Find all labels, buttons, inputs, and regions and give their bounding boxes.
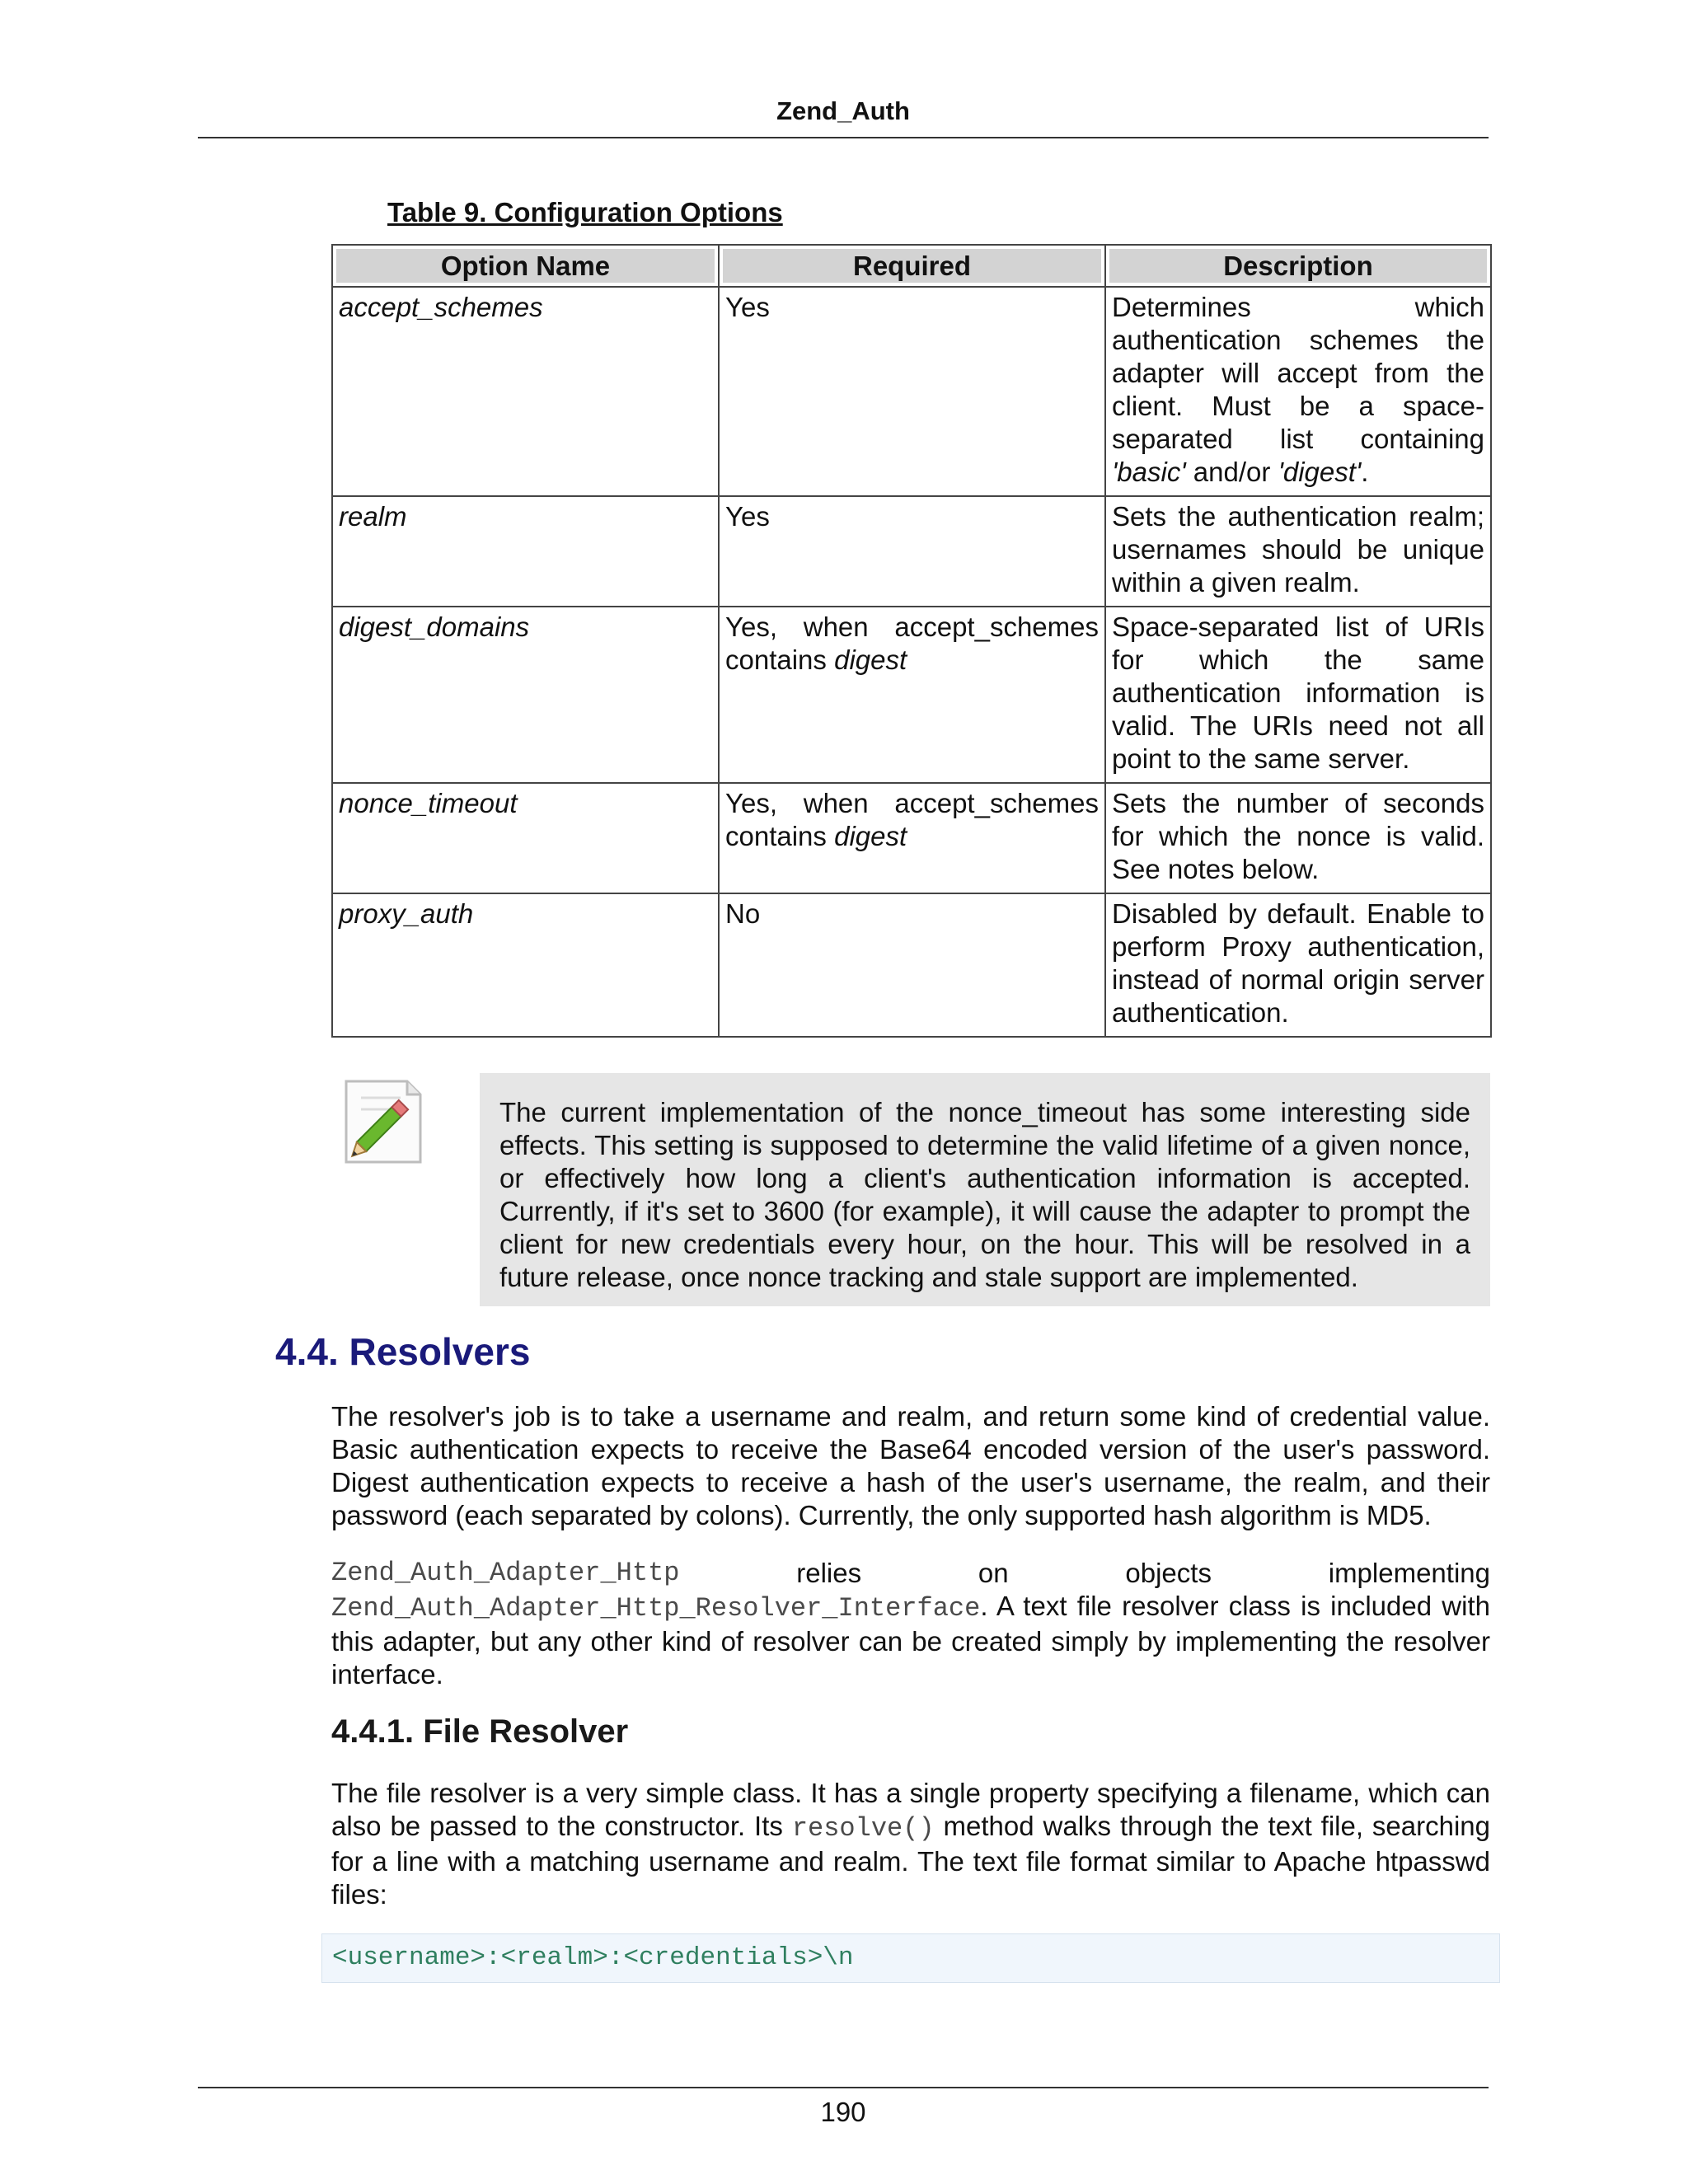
paragraph-word: relies xyxy=(796,1558,862,1588)
required-cell xyxy=(719,893,1105,1037)
inline-code: resolve() xyxy=(791,1813,935,1844)
description-text: Space-separated list of URIs for which the same authentication information is valid. The URIs need not all point to the same server. xyxy=(1112,612,1484,774)
description-text: Disabled by default. Enable to perform Proxy authentication, instead of normal origin server authentication. xyxy=(1112,898,1484,1028)
subsection-title: 4.4.1. File Resolver xyxy=(331,1713,629,1750)
required-cell xyxy=(719,607,1105,783)
table-row xyxy=(332,607,1491,783)
column-header-label: Option Name xyxy=(336,249,715,283)
description-text: and/or xyxy=(1185,457,1278,487)
required-text: Yes xyxy=(725,292,770,322)
required-emphasis: digest xyxy=(834,821,907,851)
option-name-cell: digest_domains xyxy=(332,607,719,783)
description-cell xyxy=(1105,287,1491,496)
description-cell xyxy=(1105,783,1491,893)
resolvers-paragraph: The resolver's job is to take a username and realm, and return some kind of credential value. Basic authentication expects to receive the Base64 encoded version of the user's password. Digest authentication expects to receive a hash of the user's username, the realm, and their password (each separated by colons). Currently, the only supported hash algorithm is MD5. xyxy=(331,1401,1490,1530)
description-cell xyxy=(1105,893,1491,1037)
description-text: Sets the authentication realm; usernames should be unique within a given realm. xyxy=(1112,501,1484,598)
note-box: The current implementation of the nonce_timeout has some interesting side effects. This setting is supposed to determine the valid lifetime of a given nonce, or effectively how long a client's authentication information is accepted. Currently, if it's set to 3600 (for example), it will cause the adapter to prompt the client for new credentials every hour, on the hour. This will be resolved in a future release, once nonce tracking and stale support are implemented. xyxy=(480,1073,1490,1306)
description-cell xyxy=(1105,496,1491,607)
required-text: Yes xyxy=(725,501,770,532)
page-number: 190 xyxy=(820,2097,866,2127)
required-text: Yes, when accept_schemes contains xyxy=(725,612,1099,675)
description-emphasis: 'digest' xyxy=(1278,457,1362,487)
paragraph-word: implementing xyxy=(1328,1558,1490,1588)
code-block: <username>:<realm>:<credentials>\n xyxy=(321,1933,1500,1983)
required-cell xyxy=(719,783,1105,893)
paragraph-text: The file resolver is a very simple class. It has a single property specifying a filename, which can also be passed to the constructor. Its xyxy=(331,1778,1490,1841)
option-name-cell: nonce_timeout xyxy=(332,783,719,893)
required-cell xyxy=(719,496,1105,607)
option-name-cell: realm xyxy=(332,496,719,607)
required-text: Yes, when accept_schemes contains xyxy=(725,788,1099,851)
paragraph-text: . A text file resolver class is included with this adapter, but any other kind of resolver can be created simply by implementing the resolver interface. xyxy=(331,1591,1490,1690)
table-header-row xyxy=(332,245,1491,287)
column-header-label: Description xyxy=(1109,249,1487,283)
column-header-description xyxy=(1105,245,1491,287)
description-text: . xyxy=(1361,457,1369,487)
pencil-note-icon xyxy=(336,1076,429,1170)
option-name-cell: proxy_auth xyxy=(332,893,719,1037)
table-row xyxy=(332,783,1491,893)
description-text: Determines which authentication schemes the adapter will accept from the client. Must be a space-separated list containing xyxy=(1112,292,1484,454)
description-text: Sets the number of seconds for which the nonce is valid. See notes below. xyxy=(1112,788,1484,884)
paragraph-continuation xyxy=(331,1590,1490,1691)
justified-line xyxy=(331,1557,1490,1590)
table-row xyxy=(332,496,1491,607)
column-header-option-name xyxy=(332,245,719,287)
column-header-label: Required xyxy=(723,249,1101,283)
inline-code: Zend_Auth_Adapter_Http_Resolver_Interface xyxy=(331,1593,981,1624)
section-title: 4.4. Resolvers xyxy=(275,1330,531,1373)
option-name-cell: accept_schemes xyxy=(332,287,719,496)
header-rule xyxy=(198,137,1489,138)
file-resolver-paragraph xyxy=(331,1777,1490,1911)
required-text: No xyxy=(725,898,761,929)
paragraph-word: on xyxy=(978,1558,1009,1588)
paragraph-word: objects xyxy=(1125,1558,1212,1588)
inline-code: Zend_Auth_Adapter_Http xyxy=(331,1558,680,1588)
table-row xyxy=(332,893,1491,1037)
description-emphasis: 'basic' xyxy=(1112,457,1186,487)
required-emphasis: digest xyxy=(834,644,907,675)
table-row xyxy=(332,287,1491,496)
column-header-required xyxy=(719,245,1105,287)
adapter-paragraph xyxy=(331,1557,1490,1691)
footer-rule xyxy=(198,2087,1489,2088)
required-cell xyxy=(719,287,1105,496)
table-title: Table 9. Configuration Options xyxy=(387,197,783,227)
description-cell xyxy=(1105,607,1491,783)
paragraph-text: method walks through the text file, searching for a line with a matching username and realm. The text file format similar to Apache htpasswd files: xyxy=(331,1811,1490,1910)
page-header: Zend_Auth xyxy=(776,96,910,125)
configuration-options-table xyxy=(331,244,1492,1038)
